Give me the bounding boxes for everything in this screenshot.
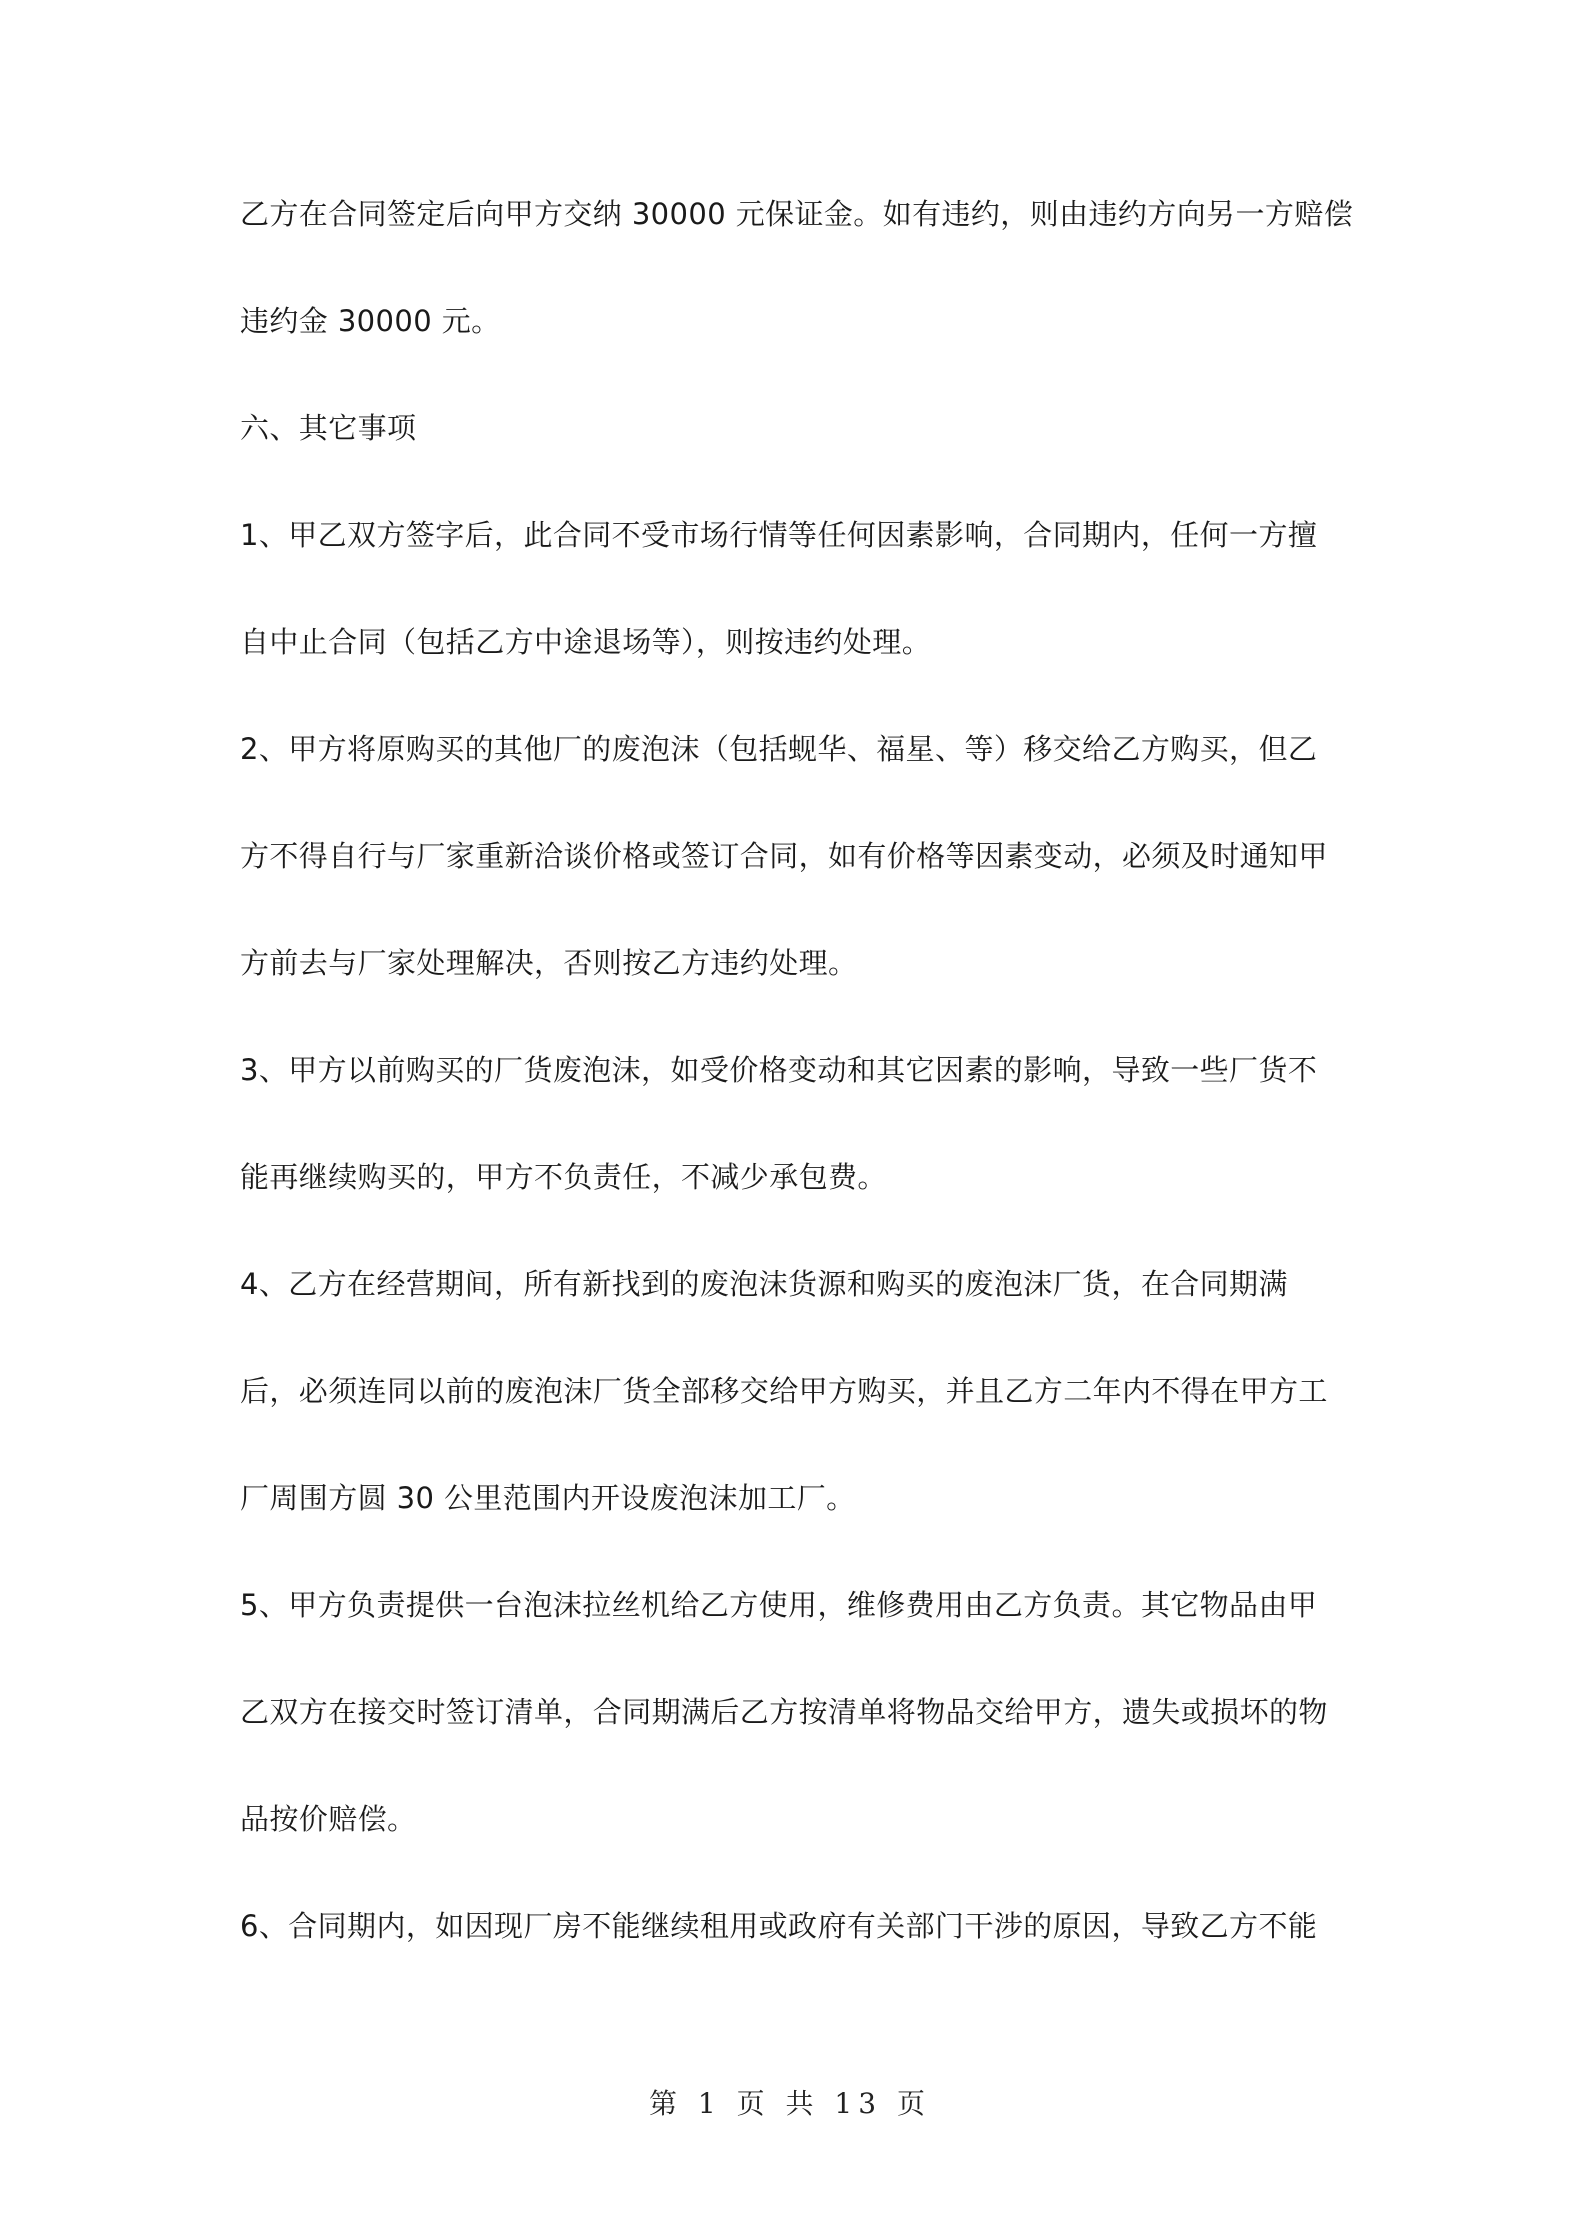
text-line: 能再继续购买的，甲方不负责任，不减少承包费。 — [240, 1160, 887, 1194]
text-line: 乙双方在接交时签订清单，合同期满后乙方按清单将物品交给甲方，遗失或损坏的物 — [240, 1695, 1328, 1729]
text-line: 1、甲乙双方签字后，此合同不受市场行情等任何因素影响，合同期内，任何一方擅 — [240, 518, 1318, 552]
text-line: 3、甲方以前购买的厂货废泡沫，如受价格变动和其它因素的影响，导致一些厂货不 — [240, 1053, 1318, 1087]
text-line: 后，必须连同以前的废泡沫厂货全部移交给甲方购买，并且乙方二年内不得在甲方工 — [240, 1374, 1328, 1408]
text-line: 6、合同期内，如因现厂房不能继续租用或政府有关部门干涉的原因，导致乙方不能 — [240, 1909, 1318, 1943]
text-line: 5、甲方负责提供一台泡沫拉丝机给乙方使用，维修费用由乙方负责。其它物品由甲 — [240, 1588, 1318, 1622]
text-line: 品按价赔偿。 — [240, 1802, 417, 1836]
page-number-footer: 第 1 页 共 13 页 — [649, 2087, 931, 2120]
text-line: 厂周围方圆 30 公里范围内开设废泡沫加工厂。 — [240, 1481, 856, 1515]
text-line: 乙方在合同签定后向甲方交纳 30000 元保证金。如有违约，则由违约方向另一方赔偿 — [240, 197, 1354, 231]
text-line: 方前去与厂家处理解决，否则按乙方违约处理。 — [240, 946, 858, 980]
text-line: 违约金 30000 元。 — [240, 304, 501, 338]
text-line: 自中止合同（包括乙方中途退场等），则按违约处理。 — [240, 625, 932, 659]
section-heading: 六、其它事项 — [240, 411, 417, 445]
text-line: 4、乙方在经营期间，所有新找到的废泡沫货源和购买的废泡沫厂货，在合同期满 — [240, 1267, 1288, 1301]
text-line: 方不得自行与厂家重新洽谈价格或签订合同，如有价格等因素变动，必须及时通知甲 — [240, 839, 1328, 873]
text-line: 2、甲方将原购买的其他厂的废泡沫（包括蚬华、福星、等）移交给乙方购买，但乙 — [240, 732, 1318, 766]
